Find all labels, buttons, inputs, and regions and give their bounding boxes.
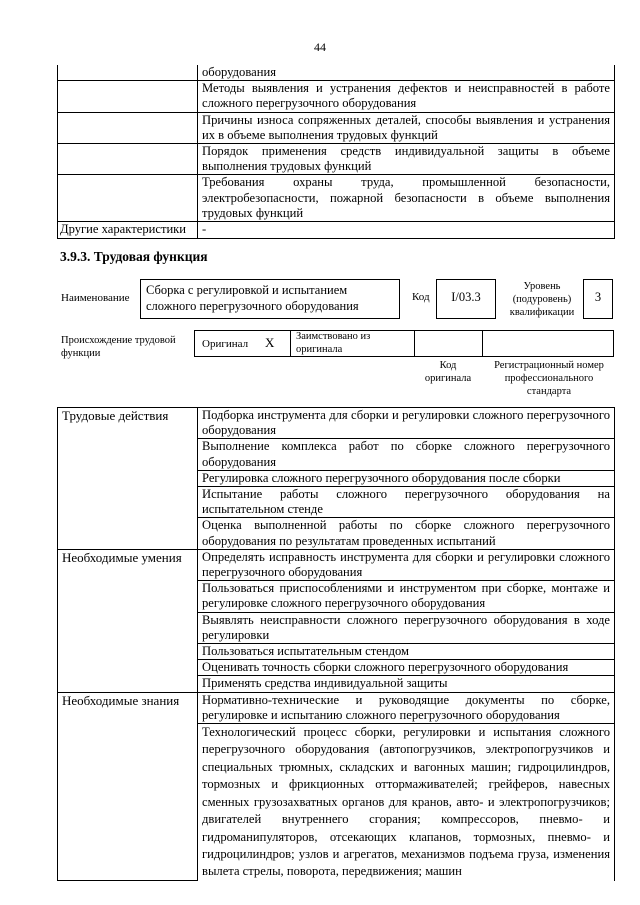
section-label: Необходимые умения	[58, 549, 198, 692]
divider	[482, 331, 483, 356]
divider	[414, 331, 415, 356]
row-text: Методы выявления и устранения дефектов и неисправностей в работе сложного перегрузочного оборудования	[198, 81, 615, 112]
name-label: Наименование	[61, 292, 130, 304]
section-title: 3.9.3. Трудовая функция	[60, 249, 208, 264]
level-value: 3	[594, 290, 602, 304]
section-label: Необходимые знания	[58, 692, 198, 881]
borrowed-label: Заимствовано из оригинала	[296, 331, 371, 355]
table-row	[58, 408, 615, 439]
table-row	[58, 112, 615, 143]
section-label: Трудовые действия	[58, 408, 198, 550]
original-mark: X	[265, 335, 275, 350]
row-text: Причины износа сопряженных деталей, способы выявления и устранения их в объеме выполнения трудовых функций	[198, 112, 615, 143]
code-original-caption: Код оригинала	[424, 360, 472, 384]
code-value: I/03.3	[451, 290, 481, 304]
list-item: Подборка инструмента для сборки и регулировки сложного перегрузочного оборудования	[198, 408, 615, 439]
reg-number-caption: Регистрационный номер профессионального стандарта	[494, 360, 604, 397]
page-number: 44	[314, 40, 326, 54]
list-item: Испытание работы сложного перегрузочного оборудования на испытательном стенде	[198, 487, 615, 518]
top-table	[57, 65, 615, 239]
main-table	[57, 407, 615, 881]
list-item: Выявлять неисправности сложного перегрузочного оборудования в ходе регулировки	[198, 612, 615, 643]
table-row	[58, 144, 615, 175]
function-name: Сборка с регулировкой и испытанием сложного перегрузочного оборудования	[146, 283, 359, 313]
level-label: Уровень (подуровень) квалификации	[509, 281, 575, 318]
list-item: Нормативно-технические и руководящие документы по сборке, регулировке и испытанию сложного перегрузочного оборудования	[198, 692, 615, 723]
row-label: Другие характеристики	[58, 222, 198, 238]
name-box	[140, 279, 400, 319]
row-label	[58, 65, 198, 81]
list-item: Применять средства индивидуальной защиты	[198, 676, 615, 692]
list-item: Оценивать точность сборки сложного перегрузочного оборудования	[198, 660, 615, 676]
list-item: Выполнение комплекса работ по сборке сложного перегрузочного оборудования	[198, 439, 615, 470]
row-text: оборудования	[198, 65, 615, 81]
original-label: Оригинал	[202, 338, 249, 350]
row-text: Порядок применения средств индивидуальной защиты в объеме выполнения трудовых функций	[198, 144, 615, 175]
list-item: Оценка выполненной работы по сборке сложного перегрузочного оборудования по результатам проведенных испытаний	[198, 518, 615, 549]
list-item: Пользоваться приспособлениями и инструментом при сборке, монтаже и регулировке сложного перегрузочного оборудования	[198, 581, 615, 612]
table-row	[58, 692, 615, 723]
row-text: -	[198, 222, 615, 238]
list-item: Пользоваться испытательным стендом	[198, 644, 615, 660]
list-item: Определять исправность инструмента для сборки и регулировки сложного перегрузочного оборудования	[198, 549, 615, 580]
origin-label: Происхождение трудовой функции	[61, 335, 176, 359]
origin-box	[194, 330, 614, 357]
table-row	[58, 222, 615, 238]
row-text: Требования охраны труда, промышленной безопасности, электробезопасности, пожарной безопасности в объеме выполнения трудовых функций	[198, 175, 615, 222]
code-box	[436, 279, 496, 319]
divider	[290, 331, 291, 356]
level-box	[583, 279, 613, 319]
list-item: Технологический процесс сборки, регулировки и испытания сложного перегрузочного оборудования (автопогрузчиков, электропогрузчиков и специальных трюмных, складских и вагонных машин; гидроцилиндров, тормозных и фрикционных оттормаживателей; грейферов, навесных сменных грузозахватных органов для кранов, авто- и электропогрузчиков; двигателей внутреннего сгорания; компрессоров, пневмо- и гидроманипуляторов, отсекающих клапанов, тормозных, пневмо- и гидроцилиндров; узлов и агрегатов, механизмов подъема груза, изменения вылета стрелы, поворота, передвижения; машин	[198, 724, 615, 881]
row-label	[58, 112, 198, 143]
row-label	[58, 175, 198, 222]
row-label	[58, 81, 198, 112]
table-row	[58, 175, 615, 222]
table-row	[58, 81, 615, 112]
list-item: Регулировка сложного перегрузочного оборудования после сборки	[198, 470, 615, 486]
table-row	[58, 549, 615, 580]
row-label	[58, 144, 198, 175]
code-label: Код	[412, 291, 430, 303]
table-row	[58, 65, 615, 81]
